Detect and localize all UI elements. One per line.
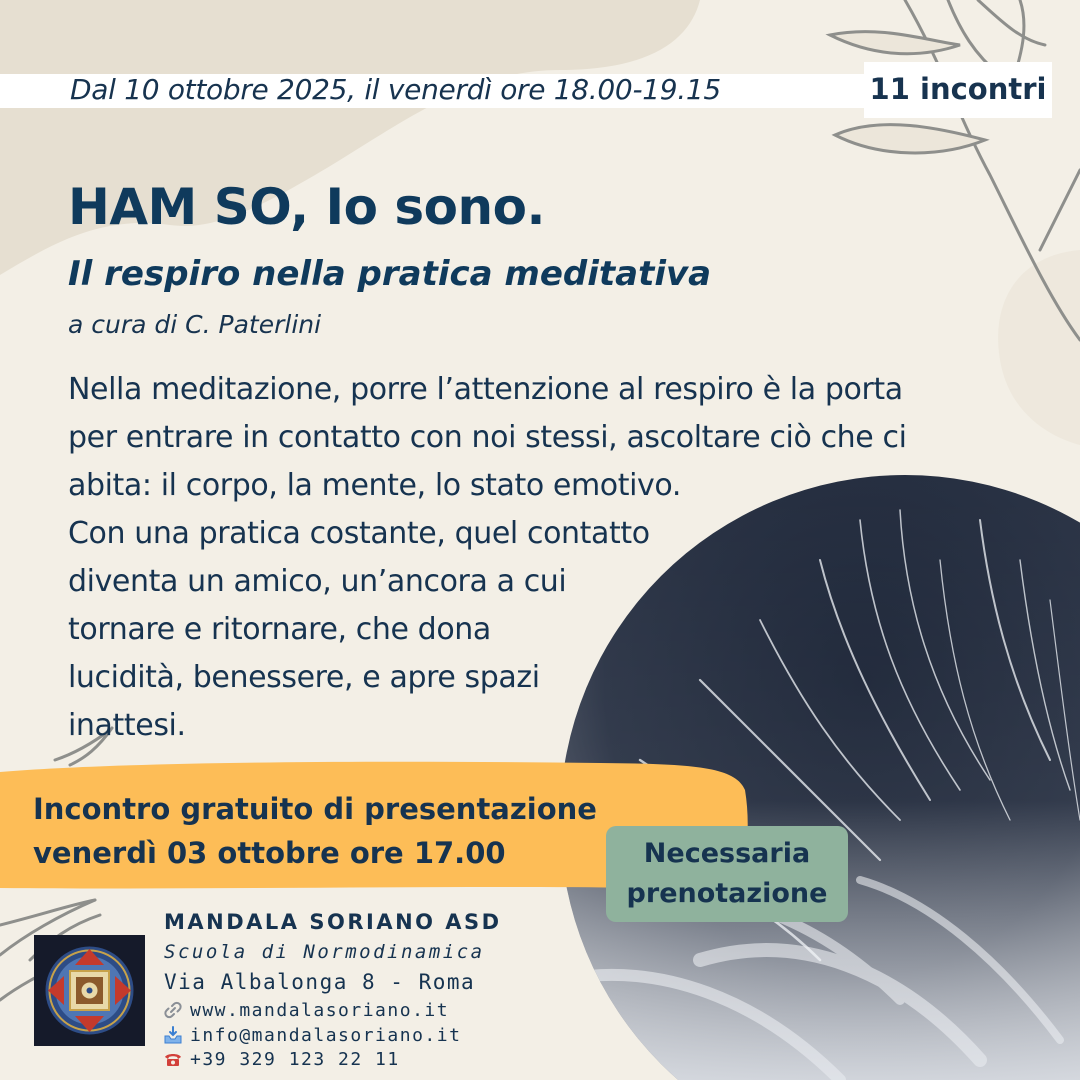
course-subtitle: Il respiro nella pratica meditativa [68, 254, 712, 294]
course-title: HAM SO, Io sono. [68, 178, 545, 236]
inbox-download-icon [164, 1026, 182, 1044]
course-description [68, 366, 907, 750]
description-line: diventa un amico, un’ancora a cui [68, 564, 567, 599]
description-line: per entrare in contatto con noi stessi, ascoltare ciò che ci [68, 420, 907, 455]
description-line: tornare e ritornare, che dona [68, 612, 491, 647]
organization-address: Via Albalonga 8 - Roma [164, 970, 476, 994]
phone-number[interactable]: +39 329 123 22 11 [190, 1049, 400, 1070]
email-link[interactable]: info@mandalasoriano.it [190, 1025, 462, 1046]
sessions-badge [864, 62, 1052, 118]
sessions-count: 11 incontri [869, 72, 1047, 106]
presentation-title: Incontro gratuito di presentazione [33, 792, 597, 826]
booking-line-2: prenotazione [626, 878, 828, 909]
booking-line-1: Necessaria [643, 838, 811, 869]
description-line: Con una pratica costante, quel contatto [68, 516, 650, 551]
website-contact[interactable] [164, 1000, 449, 1021]
link-icon [164, 1001, 182, 1019]
presentation-date: venerdì 03 ottobre ore 17.00 [33, 836, 506, 870]
website-link[interactable]: www.mandalasoriano.it [190, 1000, 450, 1021]
organization-name: MANDALA SORIANO ASD [164, 910, 502, 934]
organization-school: Scuola di Normodinamica [164, 941, 485, 963]
course-author: a cura di C. Paterlini [68, 310, 322, 339]
telephone-icon [164, 1050, 182, 1068]
description-line: abita: il corpo, la mente, lo stato emotivo. [68, 468, 681, 503]
schedule-text: Dal 10 ottobre 2025, il venerdì ore 18.00-19.15 [70, 73, 721, 106]
phone-contact[interactable] [164, 1049, 400, 1070]
description-line: inattesi. [68, 708, 186, 743]
mandala-logo [34, 935, 145, 1046]
email-contact[interactable] [164, 1025, 461, 1046]
description-line: Nella meditazione, porre l’attenzione al respiro è la porta [68, 372, 903, 407]
description-line: lucidità, benessere, e apre spazi [68, 660, 540, 695]
booking-required-badge [606, 826, 848, 922]
beige-blob-right [998, 250, 1080, 445]
